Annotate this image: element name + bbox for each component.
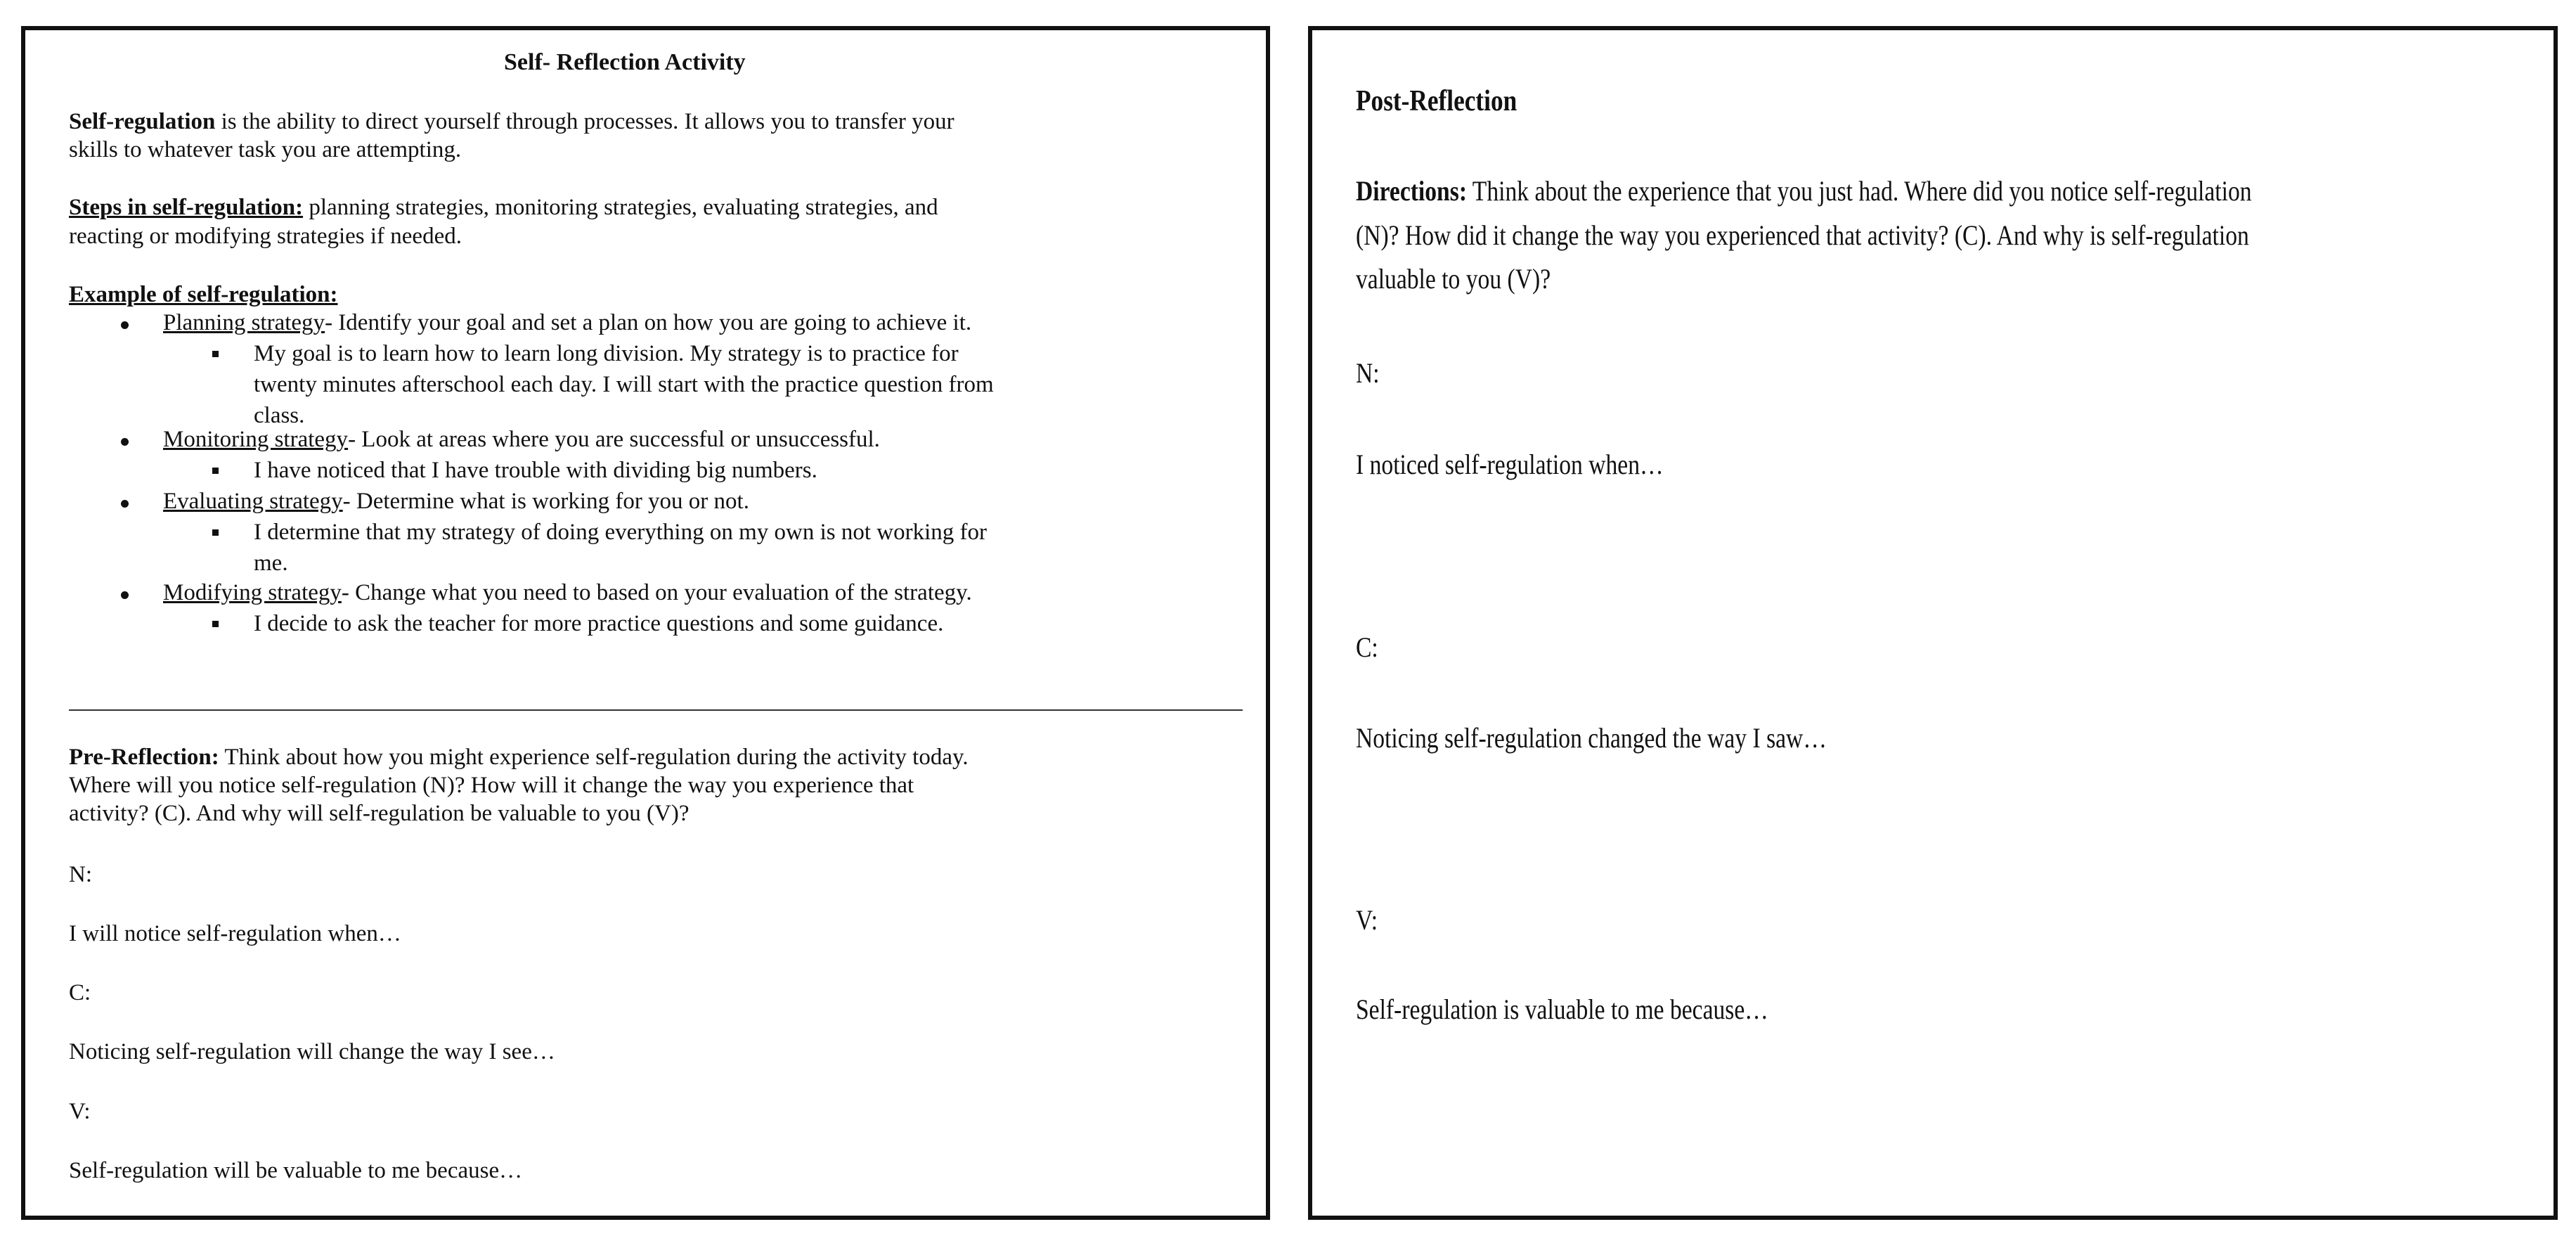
steps-label: Steps in self-regulation: <box>69 195 304 220</box>
strategy-line: Modifying strategy- Change what you need to based on your evaluation of the strategy. <box>163 580 972 605</box>
section-divider <box>69 709 1243 711</box>
directions-line-2: (N)? How did it change the way you experienced that activity? (C). And why is self-regulation <box>1356 219 2249 251</box>
v-label: V: <box>1356 904 1378 936</box>
strategy-line: Monitoring strategy- Look at areas where you are successful or unsuccessful. <box>163 427 880 452</box>
intro-line-1: Self-regulation is the ability to direct yourself through processes. It allows you to transfer your <box>69 109 954 134</box>
bullet-dot-icon <box>121 500 129 508</box>
strategy-name: Planning strategy <box>163 310 325 335</box>
bullet-dot-icon <box>121 438 129 446</box>
pre-reflection-line-1: Pre-Reflection: Think about how you might experience self-regulation during the activity today. <box>69 745 969 770</box>
example-line: I determine that my strategy of doing everything on my own is not working for <box>254 520 987 545</box>
example-heading: Example of self-regulation: <box>69 282 338 307</box>
strategy-name: Modifying strategy <box>163 580 342 605</box>
strategy-line: Evaluating strategy- Determine what is working for you or not. <box>163 489 749 514</box>
pre-reflection-label: Pre-Reflection: <box>69 745 219 770</box>
v-prompt: Self-regulation is valuable to me because… <box>1356 993 1768 1025</box>
post-reflection-title: Post-Reflection <box>1356 85 1517 117</box>
directions-line-3: valuable to you (V)? <box>1356 263 1551 295</box>
strategy-line: Planning strategy- Identify your goal and set a plan on how you are going to achieve it. <box>163 310 972 335</box>
c-label: C: <box>69 980 91 1005</box>
post-reflection-worksheet <box>1308 26 2558 1220</box>
strategy-name: Monitoring strategy <box>163 427 349 452</box>
n-label: N: <box>1356 357 1380 389</box>
example-line: My goal is to learn how to learn long division. My strategy is to practice for <box>254 341 959 366</box>
steps-line-2: reacting or modifying strategies if needed. <box>69 224 462 249</box>
n-prompt: I will notice self-regulation when… <box>69 921 401 946</box>
pre-reflection-line-3: activity? (C). And why will self-regulation be valuable to you (V)? <box>69 801 690 826</box>
c-prompt: Noticing self-regulation will change the way I see… <box>69 1039 555 1064</box>
v-prompt: Self-regulation will be valuable to me because… <box>69 1158 523 1183</box>
strategy-name: Evaluating strategy <box>163 489 343 514</box>
bullet-square-icon <box>212 621 219 627</box>
worksheet-title: Self- Reflection Activity <box>504 49 746 75</box>
n-prompt: I noticed self-regulation when… <box>1356 449 1664 480</box>
bullet-square-icon <box>212 529 219 536</box>
example-line: class. <box>254 403 305 428</box>
intro-line-2: skills to whatever task you are attempting. <box>69 137 462 162</box>
bullet-square-icon <box>212 351 219 357</box>
example-line: me. <box>254 551 288 576</box>
directions-line-1: Directions: Think about the experience that you just had. Where did you notice self-regulation <box>1356 175 2252 207</box>
n-label: N: <box>69 862 92 887</box>
v-label: V: <box>69 1099 91 1124</box>
bullet-square-icon <box>212 468 219 474</box>
pre-reflection-line-2: Where will you notice self-regulation (N)? How will it change the way you experience that <box>69 773 914 798</box>
c-label: C: <box>1356 631 1378 663</box>
directions-label: Directions: <box>1356 175 1468 207</box>
bullet-dot-icon <box>121 321 129 329</box>
example-line: I have noticed that I have trouble with dividing big numbers. <box>254 458 817 483</box>
steps-line-1: Steps in self-regulation: planning strategies, monitoring strategies, evaluating strategies, and <box>69 195 938 220</box>
pre-reflection-worksheet <box>21 26 1270 1220</box>
example-line: twenty minutes afterschool each day. I will start with the practice question from <box>254 372 994 397</box>
intro-term: Self-regulation <box>69 109 216 134</box>
bullet-dot-icon <box>121 591 129 599</box>
c-prompt: Noticing self-regulation changed the way I saw… <box>1356 722 1827 754</box>
example-line: I decide to ask the teacher for more practice questions and some guidance. <box>254 611 944 636</box>
